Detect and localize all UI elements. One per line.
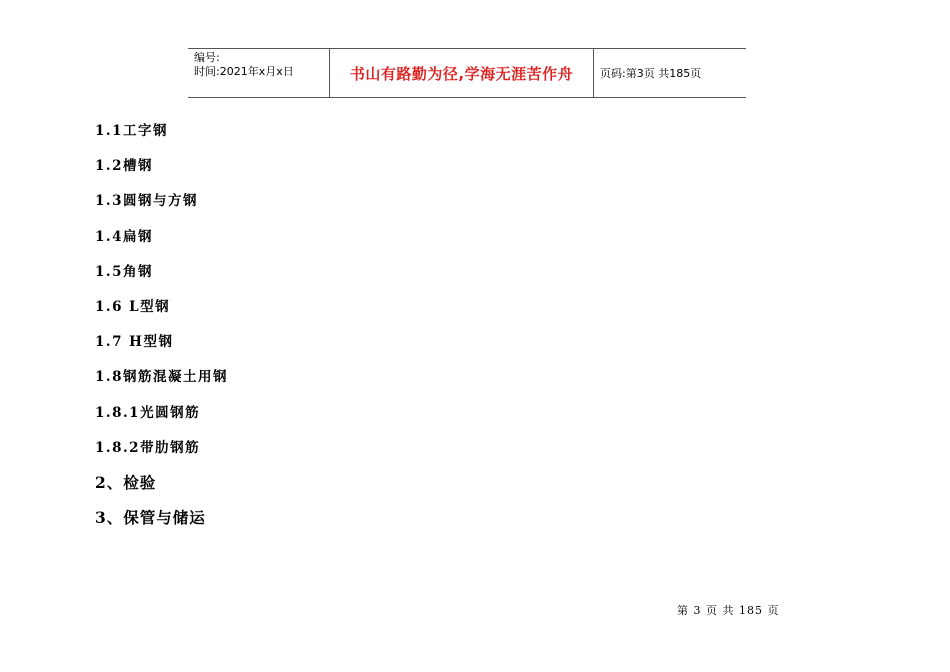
- toc-item: 1.3圆钢与方钢: [95, 193, 198, 210]
- toc-item: 1.8.2带肋钢筋: [95, 439, 201, 456]
- toc-item: 1.8.1光圆钢筋: [95, 404, 201, 421]
- page-info: 页码:第3页 共185页: [600, 67, 702, 80]
- toc-item: 1.2槽钢: [95, 158, 153, 175]
- number-label: 编号:: [194, 51, 220, 64]
- header-motto-cell: [330, 49, 594, 97]
- toc-item: 1.8钢筋混凝土用钢: [95, 369, 228, 386]
- document-header: [188, 48, 746, 98]
- page-footer: 第 3 页 共 185 页: [677, 604, 780, 617]
- header-page-cell: [594, 49, 746, 97]
- toc-item: 1.6 L型钢: [95, 298, 171, 315]
- toc-item: 1.1工字钢: [95, 123, 168, 139]
- toc-item: 1.5角钢: [95, 263, 153, 280]
- toc-item: 2、检验: [95, 472, 157, 492]
- time-label: 时间:2021年x月x日: [194, 65, 294, 78]
- toc-item: 3、保管与储运: [95, 508, 206, 528]
- table-of-contents: [95, 121, 228, 543]
- toc-item: 1.4扁钢: [95, 228, 153, 245]
- motto-text: 书山有路勤为径,学海无涯苦作舟: [349, 64, 574, 83]
- toc-item: 1.7 H型钢: [95, 334, 174, 351]
- header-meta-cell: [188, 49, 330, 97]
